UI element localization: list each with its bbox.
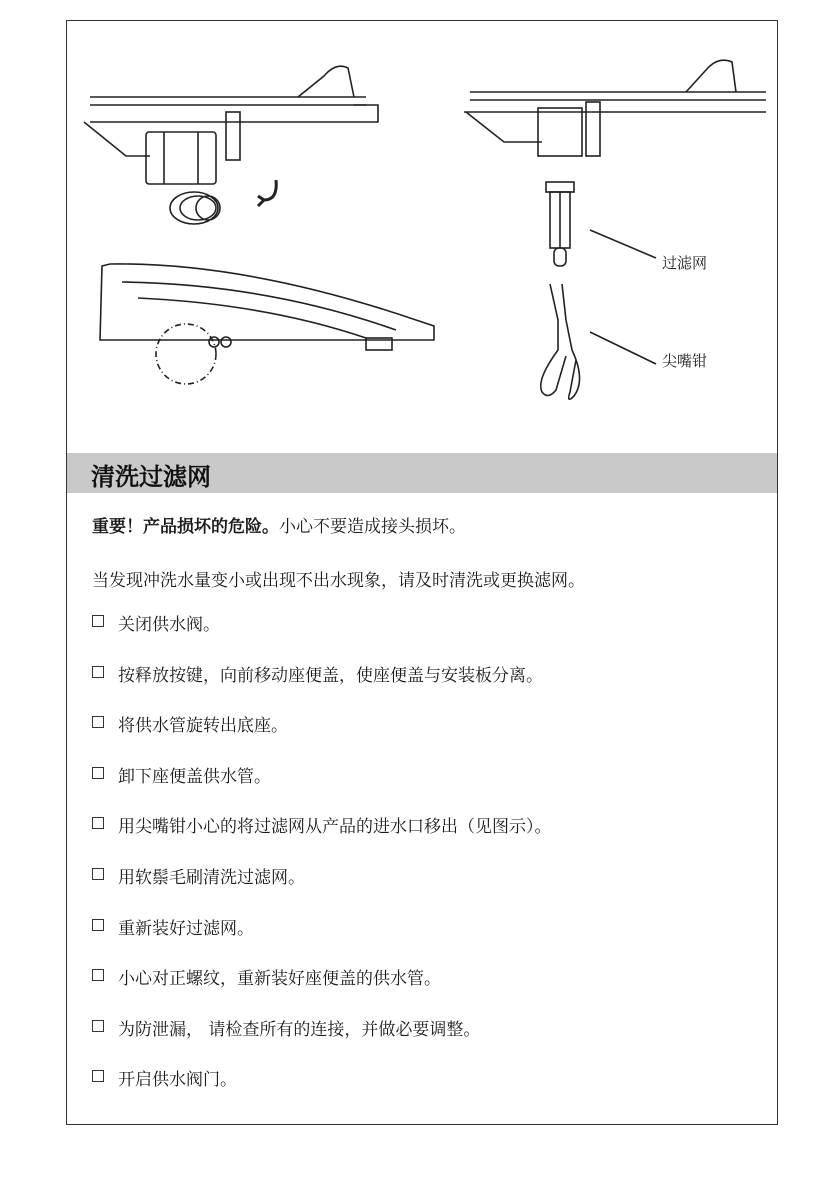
checkbox-icon bbox=[92, 767, 104, 779]
warning-line bbox=[92, 512, 752, 540]
instructions bbox=[92, 512, 752, 1091]
step-item bbox=[92, 1015, 752, 1066]
checkbox-icon bbox=[92, 817, 104, 829]
illustration-area bbox=[66, 20, 778, 452]
step-list bbox=[92, 610, 752, 1116]
step-text: 关闭供水阀。 bbox=[118, 615, 220, 635]
step-text: 为防泄漏， 请检查所有的连接，并做必要调整。 bbox=[118, 1019, 481, 1040]
step-item bbox=[92, 964, 752, 1015]
callout-pliers: 尖嘴钳 bbox=[662, 352, 708, 370]
section-header bbox=[67, 453, 777, 493]
step-text: 卸下座便盖供水管。 bbox=[118, 766, 271, 787]
checkbox-icon bbox=[92, 716, 104, 728]
filter-position-drawing bbox=[464, 60, 766, 266]
step-item bbox=[92, 863, 752, 914]
step-text: 小心对正螺纹，重新装好座便盖的供水管。 bbox=[118, 969, 441, 990]
section-title: 清洗过滤网 bbox=[91, 463, 211, 491]
checkbox-icon bbox=[92, 615, 104, 627]
checkbox-icon bbox=[92, 969, 104, 981]
intro-text: 当发现冲洗水量变小或出现不出水现象，请及时清洗或更换滤网。 bbox=[92, 571, 585, 591]
installation-diagram bbox=[66, 20, 778, 452]
step-item bbox=[92, 914, 752, 965]
step-item bbox=[92, 762, 752, 813]
seat-side-view-drawing bbox=[100, 264, 434, 384]
step-item bbox=[92, 711, 752, 762]
step-item bbox=[92, 610, 752, 661]
step-text: 用尖嘴钳小心的将过滤网从产品的进水口移出（见图示）。 bbox=[118, 817, 552, 838]
checkbox-icon bbox=[92, 868, 104, 880]
checkbox-icon bbox=[92, 919, 104, 931]
step-text: 将供水管旋转出底座。 bbox=[118, 716, 288, 737]
warning-bold: 重要！产品损坏的危险。 bbox=[92, 517, 279, 537]
step-text: 重新装好过滤网。 bbox=[118, 918, 254, 939]
checkbox-icon bbox=[92, 1020, 104, 1032]
step-item bbox=[92, 812, 752, 863]
callout-filter: 过滤网 bbox=[662, 254, 708, 272]
checkbox-icon bbox=[92, 1070, 104, 1082]
step-text: 按释放按键，向前移动座便盖，使座便盖与安装板分离。 bbox=[118, 665, 543, 686]
step-text: 开启供水阀门。 bbox=[118, 1070, 237, 1091]
step-item bbox=[92, 661, 752, 712]
hose-connector-drawing bbox=[84, 66, 378, 224]
pliers-drawing bbox=[541, 284, 656, 399]
step-item bbox=[92, 1065, 752, 1116]
step-text: 用软鬃毛刷清洗过滤网。 bbox=[118, 867, 305, 888]
warning-text: 小心不要造成接头损坏。 bbox=[279, 517, 466, 537]
checkbox-icon bbox=[92, 666, 104, 678]
